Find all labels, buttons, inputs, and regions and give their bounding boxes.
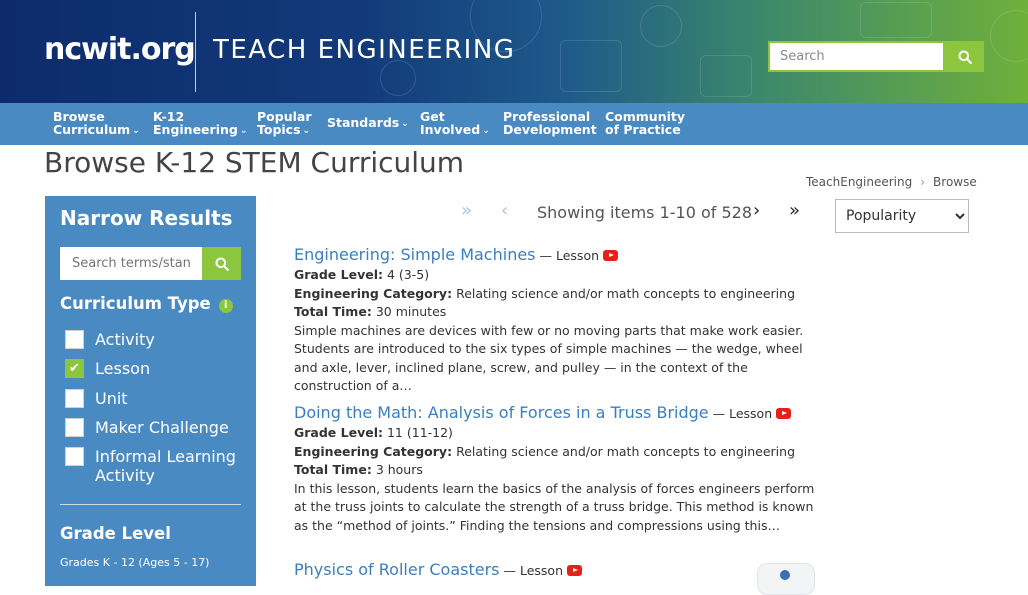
decorative-circle [380,60,416,96]
engineering-category-label: Engineering Category: [294,443,453,459]
breadcrumb-current: Browse [933,175,977,189]
result-thumbnail[interactable] [757,563,815,595]
filter-unit[interactable] [65,389,128,408]
result-description: In this lesson, students learn the basics of the analysis of forces engineers perform at the truss joints to calculate the strength of a truss bridge. This method is known as the “method of joints.” Finding the tensions and compressions using this… [294,480,815,533]
youtube-icon [776,408,791,419]
checkbox[interactable] [65,330,84,349]
pagination-status: Showing items 1-10 of 528 [537,203,753,222]
breadcrumb [806,175,977,189]
total-time-value: 3 hours [375,462,423,477]
nav-label: of Practice [605,122,681,137]
search-icon [215,257,229,271]
checkbox[interactable] [65,389,84,408]
engineering-category-value: Relating science and/or math concepts to engineering [456,285,796,301]
result-type: — Lesson [503,563,563,578]
checkbox-label: Unit [95,389,128,408]
nav-label: Professional [503,109,591,124]
result-title-link[interactable]: Engineering: Simple Machines [294,245,536,264]
result-title-link[interactable]: Physics of Roller Coasters [294,560,500,579]
header-search-button[interactable] [945,41,984,72]
filter-activity[interactable] [65,330,155,349]
filter-search-input[interactable] [60,247,202,280]
checkbox-checked[interactable] [65,359,84,378]
checkbox-label: Lesson [95,359,151,378]
chevron-down-icon: ⌄ [401,119,409,129]
curriculum-type-heading [60,294,233,314]
nav-label: Get [420,109,445,124]
grade-level-heading: Grade Level [60,524,171,543]
nav-label: K-12 [153,109,185,124]
checkbox-label: Informal Learning Activity [95,447,236,485]
decorative-circle [640,5,682,47]
decorative-shape [700,55,752,97]
chevron-down-icon: ⌄ [482,126,490,136]
total-time-label: Total Time: [294,304,372,319]
result-type: — Lesson [539,248,600,263]
grade-level-label: Grade Level: [294,425,383,440]
engineering-category-value: Relating science and/or math concepts to engineering [456,443,796,459]
grade-level-value: 4 (3-5) [386,267,430,282]
result-description: Simple machines are devices with few or no moving parts that make work easier. Students are introduced to the six types of simple machines — the wedge, wheel and axle, lever, inclined plane, screw, and pulley — in the context of the construction of a… [294,322,804,393]
page-title: Browse K-12 STEM Curriculum [44,146,465,179]
logo-divider [195,12,196,92]
nav-label: Browse [53,109,105,124]
header-search-input[interactable] [768,41,945,72]
main-nav [0,103,1028,145]
search-icon [958,50,972,64]
decorative-circle [990,10,1028,62]
checkbox-label: Maker Challenge [95,418,229,437]
checkmark-icon: ✔ [69,361,80,376]
youtube-icon [603,250,618,261]
next-page-icon[interactable]: › [753,200,761,221]
chevron-down-icon: ⌄ [239,126,248,136]
sidebar-title: Narrow Results [60,206,233,230]
nav-label: Involved [420,122,481,137]
ncwit-logo[interactable]: ncwit.org [44,32,195,67]
result-item [294,245,819,396]
nav-community-of-practice[interactable] [605,110,685,136]
youtube-icon [567,565,582,576]
section-label: Curriculum Type [60,294,211,313]
nav-professional-development[interactable] [503,110,597,136]
nav-label: Topics [257,122,301,137]
nav-popular-topics[interactable] [257,110,311,139]
chevron-down-icon: ⌄ [132,126,140,136]
sort-select[interactable] [835,199,969,233]
sidebar-divider [60,504,241,505]
checkbox[interactable] [65,447,84,466]
result-item [294,403,819,535]
nav-label: Community [605,109,686,124]
info-icon[interactable]: i [219,299,233,313]
nav-label: Standards [327,115,400,130]
total-time-label: Total Time: [294,462,372,477]
nav-label: Popular [257,109,312,124]
result-title-link[interactable]: Doing the Math: Analysis of Forces in a Truss Bridge [294,403,709,422]
decorative-shape [860,2,932,38]
pagination [455,200,815,224]
nav-k12-engineering[interactable] [153,110,247,139]
nav-label: Engineering [153,122,238,137]
grade-level-label: Grade Level: [294,267,383,282]
engineering-category-label: Engineering Category: [294,285,453,301]
chevron-down-icon: ⌄ [302,126,311,136]
nav-standards[interactable] [327,116,409,132]
filter-lesson[interactable] [65,359,150,378]
grade-level-value: 11 (11-12) [386,425,453,440]
first-page-icon[interactable]: » [461,200,473,221]
previous-page-icon[interactable]: ‹ [501,200,509,221]
nav-label: Development [503,122,597,137]
thumbnail-graphic [780,570,790,580]
breadcrumb-link-home[interactable]: TeachEngineering [806,175,913,189]
result-type: — Lesson [712,406,773,421]
narrow-results-panel [45,196,256,586]
nav-get-involved[interactable] [420,110,490,139]
total-time-value: 30 minutes [375,304,447,319]
checkbox-label: Activity [95,330,155,349]
chevron-right-icon: › [920,175,926,189]
result-item [294,560,819,579]
filter-informal-learning-activity[interactable] [65,447,245,485]
nav-label: Curriculum [53,122,131,137]
checkbox[interactable] [65,418,84,437]
decorative-shape [560,40,622,92]
site-title[interactable]: TEACH ENGINEERING [213,35,516,65]
nav-browse-curriculum[interactable] [53,110,140,139]
filter-maker-challenge[interactable] [65,418,229,437]
grade-range-label: Grades K - 12 (Ages 5 - 17) [60,556,210,569]
last-page-icon[interactable]: » [789,200,801,221]
filter-search-button[interactable] [202,247,241,280]
